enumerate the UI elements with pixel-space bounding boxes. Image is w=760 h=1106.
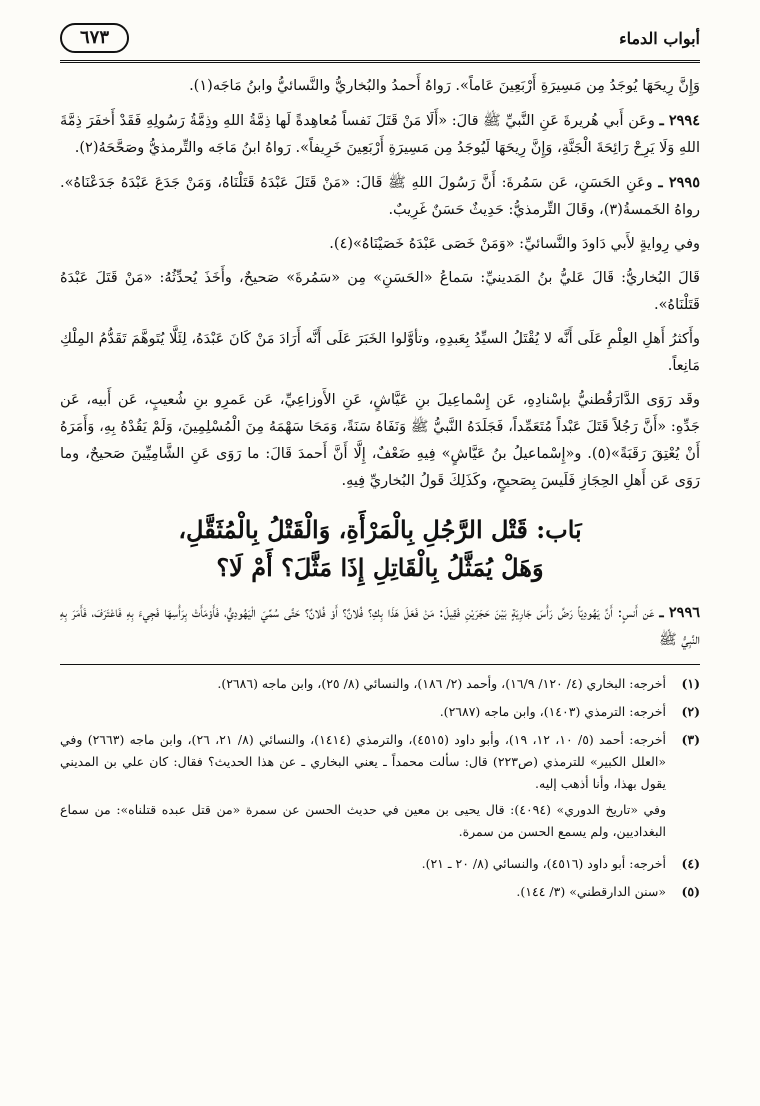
footnote [60, 673, 700, 695]
page-header [60, 18, 700, 58]
hadith-2995 [60, 169, 700, 224]
hadith-2996 [60, 599, 700, 654]
footnote-text: وفي «تاريخ الدوري» (٤٠٩٤): قال يحيى بن معين في حديث الحسن عن سمرة «من قتل عبده قتلناه»: من سماع البغداديين، ولم يسمع الحسن من سمرة. [60, 802, 666, 839]
chapter-heading-line: بَاب: قَتْل الرَّجُلِ بِالْمَرْأَةِ، وَالْقَتْلُ بِالْمُثَقَّلِ، [178, 515, 582, 544]
footnote-separator [60, 664, 700, 665]
hadith-number: ٢٩٩٤ ـ [659, 112, 701, 129]
page-number: ٦٧٣ [60, 23, 129, 53]
chapter-heading [60, 511, 700, 587]
hadith-text: وعَن أَبي هُريرةَ عَنِ النَّبيِّ ﷺ قالَ: «أَلَا مَنْ قَتَلَ نَفساً مُعاهِدةً لَها ذِمَّةُ اللهِ وذِمَّةُ رَسُولِهِ فَقَدْ أَخفَرَ ذِمَّةَ اللهِ وَلَا يَرِحْ رَائِحَةَ الْجَنَّةِ، وَإِنَّ رِيحَهَا لَيُوجَدُ مِن مَسِيرَةِ أَرْبَعِينَ خَرِيفاً». رَواهُ ابنُ مَاجَه والتِّرمذيُّ وصَحَّحَهُ(٢). [60, 113, 700, 156]
hadith-number: ٢٩٩٦ ـ [659, 604, 701, 621]
footnote-text: أخرجه: أبو داود (٤٥١٦)، والنسائي (٨/ ٢٠ ـ ٢١). [421, 856, 666, 871]
footnotes [60, 673, 700, 903]
hadith-text: وعَنِ الحَسَنِ، عَن سَمُرةَ: أَنَّ رَسُولَ اللهِ ﷺ قَالَ: «مَنْ قَتَلَ عَبْدَهُ قَتَلْنَاهُ، وَمَنْ جَدَعَ عَبْدَهُ جَدَعْنَاهُ». رواهُ الخَمسةُ(٣)، وقَالَ التِّرمذيُّ: حَدِيثٌ حَسَنٌ غَرِيبٌ. [60, 175, 700, 218]
footnote [60, 729, 700, 847]
hadith-text: عَن أَنسٍ: أَنَّ يَهُودِيّاً رَضَّ رَأْسَ جَارِيَةٍ بَيْنَ حَجَرَيْنِ فَقِيلَ: مَنْ فَعَلَ هَذَا بِكِ؟ فُلانٌ؟ أَوْ فُلانٌ؟ حَتَّى سُمِّيَ الْيَهُودِيُّ، فَأَوْمَأَتْ بِرَأْسِهَا فَجِيءَ بِهِ فَاعْتَرَفَ، فَأَمَرَ بِهِ النَّبِيُّ ﷺ [60, 605, 700, 648]
footnote-body [60, 729, 666, 847]
paragraph-daraqutni: وقَد رَوَى الدَّارَقُطنيُّ بإسْنادِهِ، عَن إِسْماعِيلَ بنِ عَيَّاشٍ، عَنِ الأَوزاعِيِّ، عَن عَمرِو بنِ شُعيبٍ، عَن أَبيه، عَن جَدِّهِ: «أَنَّ رَجُلاً قَتَلَ عَبْداً مُتَعَمِّداً، فَجَلَدَهُ النَّبيُّ ﷺ وَنَفَاهُ سَنَةً، وَمَحَا سَهْمَهُ مِنَ الْمُسْلِمِينَ، وَلَمْ يَقُدْهُ بِهِ، وَأَمَرَهُ أَنْ يُعْتِقَ رَقَبَةً»(٥). و«إِسْماعيلُ بنُ عَيَّاشٍ» فِيهِ ضَعْفٌ، إِلَّا أَنَّ أَحمدَ قَالَ: ما رَوَى عَنِ الشَّامِيِّينَ صَحيحٌ، وما رَوَى عَن أَهلِ الحِجَازِ فَلَيسَ بِصَحيحٍ، وكَذَلِكَ قَولُ البُخاريِّ فِيهِ. [60, 392, 700, 489]
paragraph-scholars: وأَكثرُ أَهلِ العِلْمِ عَلَى أَنَّه لا يُقْتَلُ السيِّدُ بِعَبدِهِ، وتأوَّلوا الخَبَرَ عَلَى أَنَّه أَرَادَ مَنْ كَانَ عَبْدَهُ، لِئَلَّا يُتَوهَّمَ تَقَدُّمُ المِلْكِ مَانِعاً. [60, 331, 700, 374]
paragraph-riwaya: وفي رِوايةٍ لأَبي دَاودَ والنَّسائيِّ: «وَمَنْ خَصَى عَبْدَهُ خَصَيْنَاهُ»(٤). [329, 236, 700, 252]
footnote-mark: (٢) [681, 704, 700, 719]
paragraph-continuation: وَإِنَّ رِيحَهَا يُوجَدُ مِن مَسِيرَةِ أَرْبَعِينَ عَاماً». رَواهُ أَحمدُ والبُخاريُّ والنَّسائيُّ وابنُ مَاجَه(١). [189, 78, 700, 94]
footnote-mark: (٤) [681, 856, 700, 871]
footnote-text: أخرجه: أحمد (٥/ ١٠، ١٢، ١٩)، وأبو داود (٤٥١٥)، والترمذي (١٤١٤)، والنسائي (٨/ ٢١، ٢٦)، وابن ماجه (٢٦٦٣) وفي «العلل الكبير» للترمذي (ص٢٢٣) قال: سألت محمداً ـ يعني البخاري ـ عن هذا الحديث؟ فقال: كان علي بن المديني يقول بهذا، وأنا أذهب إليه. [60, 732, 667, 791]
footnote [60, 701, 700, 723]
footnote-text: «سنن الدارقطني» (٣/ ١٤٤). [516, 884, 666, 899]
footnote-mark: (٣) [681, 732, 700, 747]
footnote-text: أخرجه: البخاري (٤/ ١٢٠/ ١٦/٩)، وأحمد (٢/ ١٨٦)، والنسائي (٨/ ٢٥)، وابن ماجه (٢٦٨٦). [217, 676, 666, 691]
running-title: أبواب الدماء [619, 28, 700, 48]
chapter-heading-line: وَهَلْ يُمَثَّلُ بِالْقَاتِلِ إِذَا مَثَّلَ؟ أَمْ لَا؟ [216, 553, 544, 582]
paragraph-bukhari: قَالَ البُخاريُّ: قَالَ عَليُّ بنُ المَدينيِّ: سَماعُ «الحَسَنِ» مِن «سَمُرةَ» صَحيحٌ، وأَخَذَ يُحدِّثُهُ: «مَنْ قَتَلَ عَبْدَهُ قَتَلْنَاهُ». [60, 270, 700, 313]
main-text [60, 73, 700, 654]
footnote-mark: (١) [681, 676, 700, 691]
footnote [60, 853, 700, 875]
footnote-text: أخرجه: الترمذي (١٤٠٣)، وابن ماجه (٢٦٨٧). [439, 704, 666, 719]
hadith-2994 [60, 107, 700, 162]
footnote [60, 881, 700, 903]
footnote-mark: (٥) [681, 884, 700, 899]
hadith-number: ٢٩٩٥ ـ [658, 174, 701, 191]
header-rule [60, 60, 700, 67]
